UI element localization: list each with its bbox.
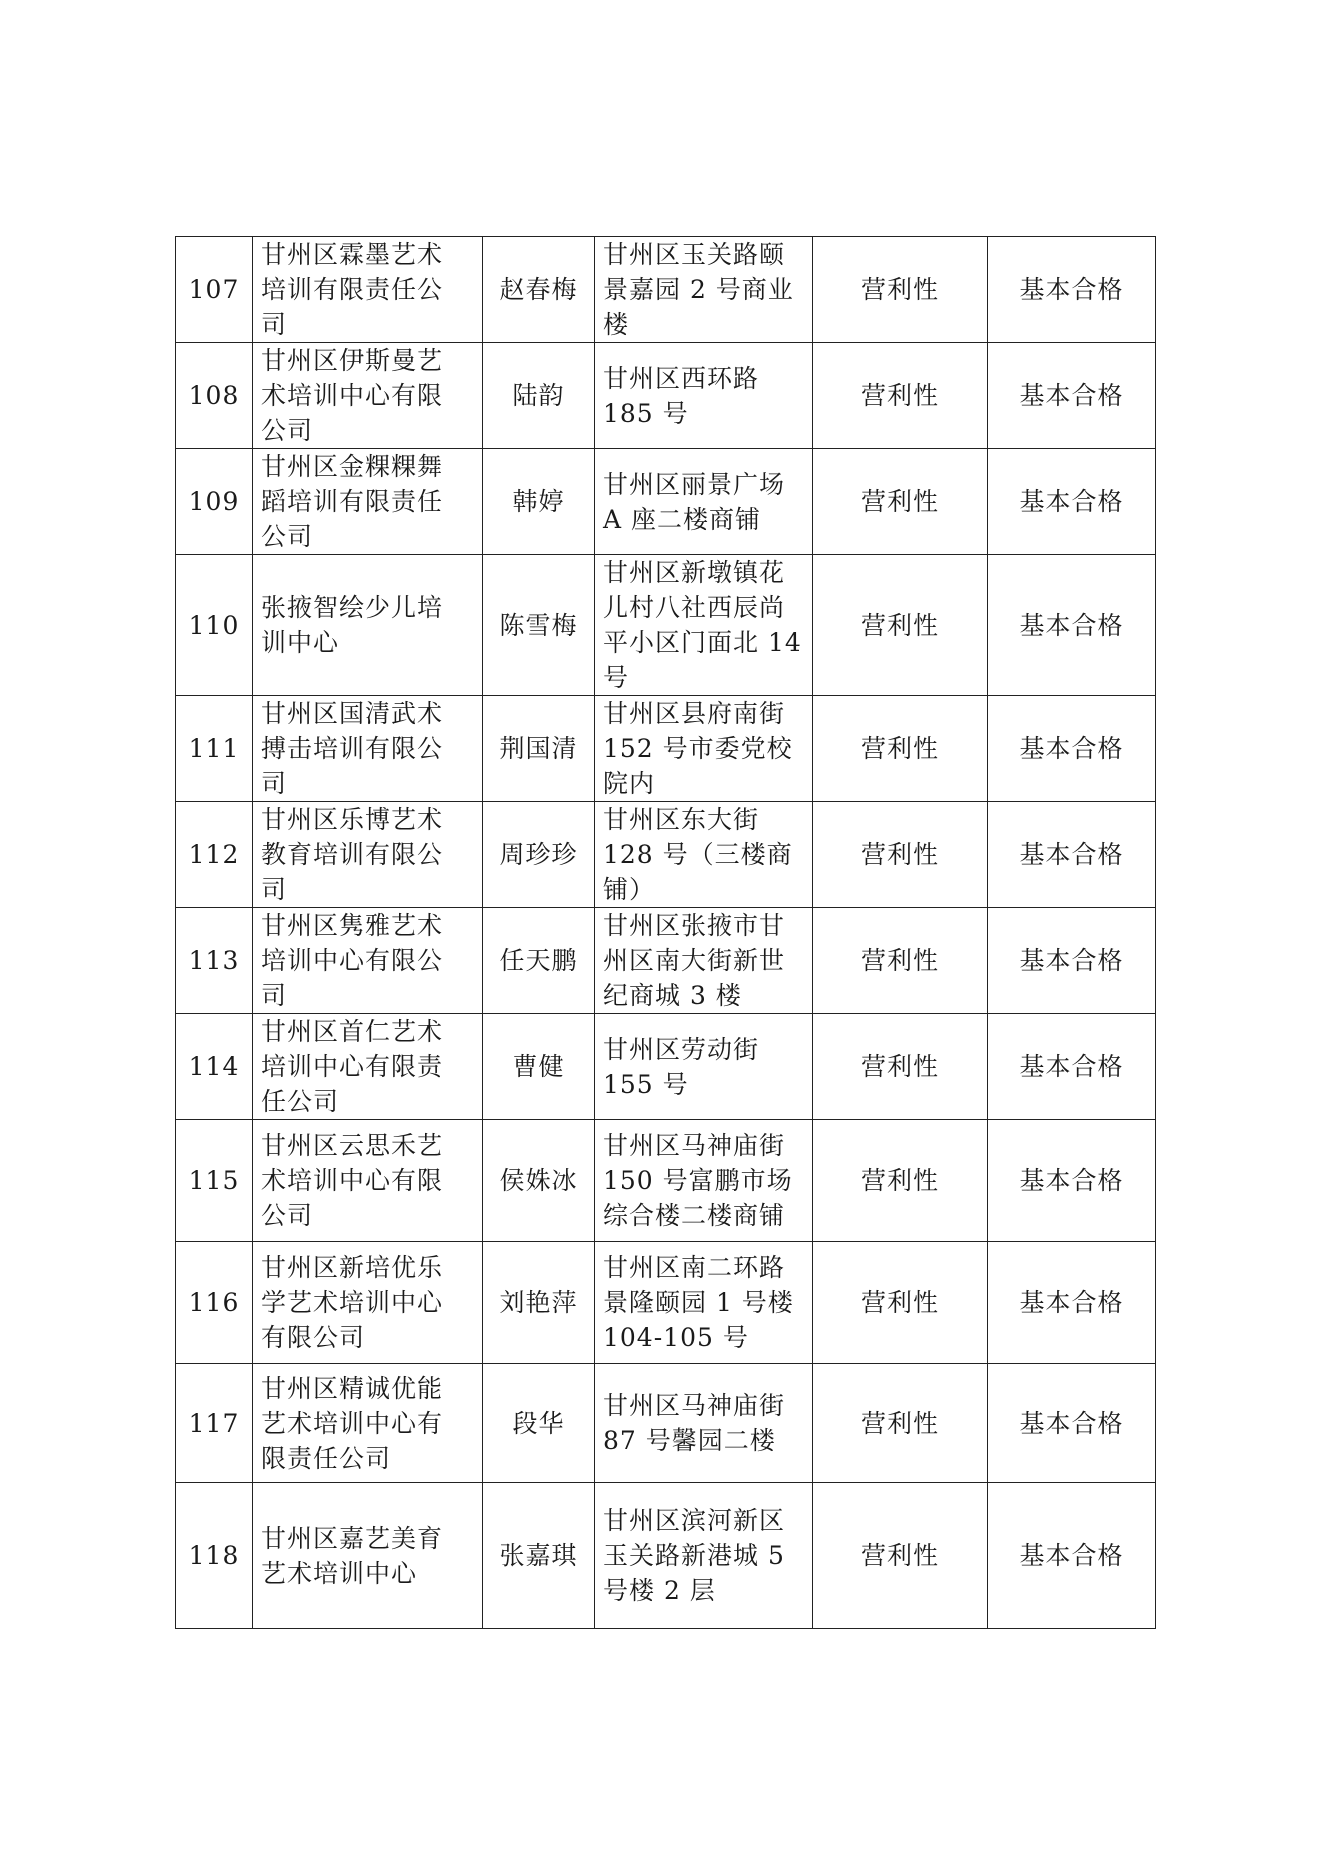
institution-address-line: 景隆颐园 1 号楼 — [603, 1288, 794, 1317]
institution-address-line: 甘州区新墩镇花 — [603, 558, 786, 587]
institution-address-line: 甘州区南二环路 — [603, 1253, 786, 1282]
institution-name-line: 甘州区伊斯曼艺 — [261, 346, 444, 375]
institution-name-line: 艺术培训中心有 — [261, 1408, 444, 1438]
institution-name-line: 限责任公司 — [261, 1443, 392, 1473]
institution-name-line: 术培训中心有限 — [261, 381, 444, 410]
table-row — [176, 555, 1156, 696]
table-row — [176, 696, 1156, 802]
institution-name — [253, 908, 483, 1014]
inspection-result: 基本合格 — [988, 1120, 1156, 1242]
legal-representative: 周珍珍 — [483, 802, 595, 908]
institution-address-line: 甘州区马神庙街 — [603, 1391, 786, 1420]
institution-address-line: 院内 — [603, 769, 656, 798]
institution-type: 营利性 — [813, 449, 988, 555]
institution-address-line: A 座二楼商铺 — [603, 504, 762, 534]
institution-name-line: 艺术培训中心 — [261, 1558, 418, 1588]
institution-name — [253, 1483, 483, 1629]
institution-name — [253, 1364, 483, 1483]
institution-address-line: 景嘉园 2 号商业 — [603, 275, 794, 304]
inspection-result: 基本合格 — [988, 1014, 1156, 1120]
legal-representative: 任天鹏 — [483, 908, 595, 1014]
table-body — [176, 237, 1156, 1629]
legal-representative: 段华 — [483, 1364, 595, 1483]
row-number: 118 — [176, 1483, 253, 1629]
institution-type: 营利性 — [813, 237, 988, 343]
institution-name — [253, 555, 483, 696]
institution-name — [253, 1120, 483, 1242]
legal-representative: 陈雪梅 — [483, 555, 595, 696]
institution-name-line: 甘州区首仁艺术 — [261, 1017, 444, 1046]
legal-representative: 赵春梅 — [483, 237, 595, 343]
institution-name-line: 培训中心有限公 — [261, 946, 444, 975]
institution-address-line: 150 号富鹏市场 — [603, 1166, 793, 1195]
institution-address — [595, 343, 813, 449]
institution-type: 营利性 — [813, 1120, 988, 1242]
institution-name-line: 甘州区隽雅艺术 — [261, 911, 444, 940]
inspection-result: 基本合格 — [988, 237, 1156, 343]
institution-address — [595, 449, 813, 555]
institution-address-line: 综合楼二楼商铺 — [603, 1201, 786, 1230]
institution-name-line: 蹈培训有限责任 — [261, 487, 444, 516]
institution-name-line: 张掖智绘少儿培 — [261, 593, 444, 622]
institution-address — [595, 696, 813, 802]
legal-representative: 张嘉琪 — [483, 1483, 595, 1629]
institution-address — [595, 237, 813, 343]
institution-name-line: 学艺术培训中心 — [261, 1288, 444, 1317]
institution-name-line: 司 — [261, 769, 288, 798]
legal-representative: 侯姝冰 — [483, 1120, 595, 1242]
institution-address-line: 87 号馨园二楼 — [603, 1426, 776, 1455]
legal-representative: 荆国清 — [483, 696, 595, 802]
institution-address — [595, 1014, 813, 1120]
row-number: 113 — [176, 908, 253, 1014]
institution-address-line: 甘州区玉关路颐 — [603, 240, 786, 269]
institution-address-line: 平小区门面北 14 — [603, 628, 802, 657]
inspection-result: 基本合格 — [988, 449, 1156, 555]
table-row — [176, 343, 1156, 449]
table-row — [176, 237, 1156, 343]
table-row — [176, 1120, 1156, 1242]
institution-address — [595, 555, 813, 696]
row-number: 115 — [176, 1120, 253, 1242]
inspection-result: 基本合格 — [988, 1364, 1156, 1483]
institution-name-line: 司 — [261, 981, 288, 1010]
row-number: 111 — [176, 696, 253, 802]
legal-representative: 韩婷 — [483, 449, 595, 555]
institution-name — [253, 343, 483, 449]
institution-type: 营利性 — [813, 696, 988, 802]
table-row — [176, 1242, 1156, 1364]
institution-name-line: 术培训中心有限 — [261, 1166, 444, 1195]
institution-address-line: 152 号市委党校 — [603, 734, 793, 763]
table-row — [176, 1483, 1156, 1629]
institution-address-line: 楼 — [603, 310, 630, 339]
institution-name-line: 公司 — [261, 522, 314, 551]
institution-address-line: 铺） — [603, 875, 656, 904]
institution-address-line: 185 号 — [603, 398, 689, 428]
institution-address-line: 甘州区劳动街 — [603, 1034, 760, 1064]
institution-address — [595, 1242, 813, 1364]
legal-representative: 刘艳萍 — [483, 1242, 595, 1364]
institution-name-line: 教育培训有限公 — [261, 840, 444, 869]
institution-name — [253, 1014, 483, 1120]
institution-type: 营利性 — [813, 1483, 988, 1629]
institution-table — [175, 236, 1156, 1629]
legal-representative: 陆韵 — [483, 343, 595, 449]
institution-address — [595, 1483, 813, 1629]
institution-name-line: 司 — [261, 875, 288, 904]
institution-name-line: 培训中心有限责 — [261, 1052, 444, 1081]
institution-address-line: 甘州区丽景广场 — [603, 469, 786, 499]
institution-name-line: 培训有限责任公 — [261, 275, 444, 304]
institution-name-line: 甘州区金粿粿舞 — [261, 452, 444, 481]
institution-address-line: 纪商城 3 楼 — [603, 981, 742, 1010]
inspection-result: 基本合格 — [988, 343, 1156, 449]
row-number: 109 — [176, 449, 253, 555]
institution-name — [253, 237, 483, 343]
inspection-result: 基本合格 — [988, 1242, 1156, 1364]
inspection-result: 基本合格 — [988, 908, 1156, 1014]
institution-address-line: 甘州区张掖市甘 — [603, 911, 786, 940]
table-row — [176, 1364, 1156, 1483]
row-number: 117 — [176, 1364, 253, 1483]
institution-name — [253, 802, 483, 908]
institution-type: 营利性 — [813, 802, 988, 908]
institution-address-line: 128 号（三楼商 — [603, 840, 793, 869]
inspection-result: 基本合格 — [988, 555, 1156, 696]
institution-address-line: 玉关路新港城 5 — [603, 1541, 785, 1570]
inspection-result: 基本合格 — [988, 802, 1156, 908]
institution-name — [253, 696, 483, 802]
institution-name — [253, 449, 483, 555]
institution-address-line: 104-105 号 — [603, 1323, 749, 1352]
inspection-result: 基本合格 — [988, 1483, 1156, 1629]
institution-address-line: 155 号 — [603, 1069, 689, 1099]
institution-address-line: 号 — [603, 663, 630, 692]
institution-address-line: 儿村八社西辰尚 — [603, 593, 786, 622]
row-number: 116 — [176, 1242, 253, 1364]
institution-name — [253, 1242, 483, 1364]
institution-address-line: 甘州区县府南街 — [603, 699, 786, 728]
institution-address-line: 甘州区西环路 — [603, 363, 760, 393]
institution-address-line: 号楼 2 层 — [603, 1576, 716, 1605]
institution-address-line: 甘州区东大街 — [603, 805, 760, 834]
institution-name-line: 任公司 — [261, 1087, 340, 1116]
institution-name-line: 甘州区乐博艺术 — [261, 805, 444, 834]
institution-type: 营利性 — [813, 908, 988, 1014]
institution-name-line: 公司 — [261, 1201, 314, 1230]
institution-type: 营利性 — [813, 1014, 988, 1120]
row-number: 114 — [176, 1014, 253, 1120]
institution-name-line: 甘州区国清武术 — [261, 699, 444, 728]
institution-name-line: 训中心 — [261, 628, 340, 657]
institution-type: 营利性 — [813, 343, 988, 449]
institution-address-line: 州区南大街新世 — [603, 946, 786, 975]
institution-address — [595, 802, 813, 908]
table-row — [176, 1014, 1156, 1120]
institution-address — [595, 908, 813, 1014]
institution-type: 营利性 — [813, 555, 988, 696]
row-number: 108 — [176, 343, 253, 449]
row-number: 112 — [176, 802, 253, 908]
institution-name-line: 甘州区霖墨艺术 — [261, 240, 444, 269]
row-number: 107 — [176, 237, 253, 343]
row-number: 110 — [176, 555, 253, 696]
institution-name-line: 甘州区嘉艺美育 — [261, 1523, 444, 1553]
institution-name-line: 甘州区新培优乐 — [261, 1253, 444, 1282]
institution-address-line: 甘州区滨河新区 — [603, 1506, 786, 1535]
institution-name-line: 甘州区精诚优能 — [261, 1373, 444, 1403]
institution-address — [595, 1120, 813, 1242]
inspection-result: 基本合格 — [988, 696, 1156, 802]
institution-name-line: 搏击培训有限公 — [261, 734, 444, 763]
institution-name-line: 司 — [261, 310, 288, 339]
institution-name-line: 公司 — [261, 416, 314, 445]
table-row — [176, 802, 1156, 908]
table-row — [176, 449, 1156, 555]
legal-representative: 曹健 — [483, 1014, 595, 1120]
institution-address-line: 甘州区马神庙街 — [603, 1131, 786, 1160]
institution-address — [595, 1364, 813, 1483]
institution-name-line: 有限公司 — [261, 1323, 366, 1352]
institution-name-line: 甘州区云思禾艺 — [261, 1131, 444, 1160]
institution-type: 营利性 — [813, 1364, 988, 1483]
institution-type: 营利性 — [813, 1242, 988, 1364]
table-row — [176, 908, 1156, 1014]
